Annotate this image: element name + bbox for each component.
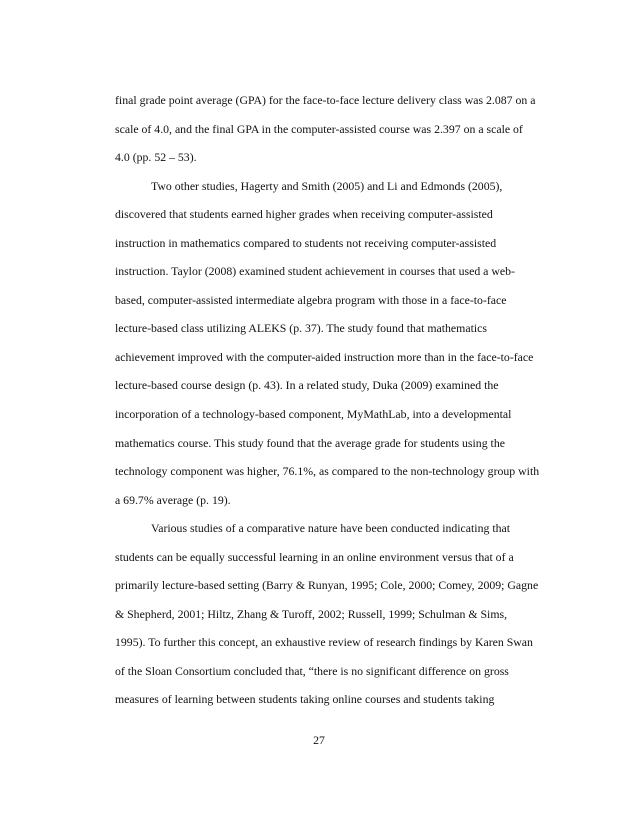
text-line: lecture-based class utilizing ALEKS (p. 37). The study found that mathematics [115, 321, 487, 336]
text-line: technology component was higher, 76.1%, as compared to the non-technology group with [115, 464, 540, 479]
text-line: instruction. Taylor (2008) examined student achievement in courses that used a web- [115, 264, 515, 279]
text-line: based, computer-assisted intermediate algebra program with those in a face-to-face [115, 292, 507, 307]
text-line: primarily lecture-based setting (Barry & Runyan, 1995; Cole, 2000; Comey, 2009; Gagne [115, 578, 539, 593]
text-line: incorporation of a technology-based component, MyMathLab, into a developmental [115, 407, 512, 422]
text-line: discovered that students earned higher grades when receiving computer-assisted [115, 207, 493, 222]
text-line: scale of 4.0, and the final GPA in the computer-assisted course was 2.397 on a scale of [115, 121, 523, 136]
text-line: students can be equally successful learning in an online environment versus that of a [115, 549, 514, 564]
paragraph-start-line: Various studies of a comparative nature have been conducted indicating that [151, 521, 511, 536]
text-line: instruction in mathematics compared to students not receiving computer-assisted [115, 235, 497, 250]
text-line: a 69.7% average (p. 19). [115, 492, 231, 507]
text-line: & Shepherd, 2001; Hiltz, Zhang & Turoff, 2002; Russell, 1999; Schulman & Sims, [115, 606, 508, 621]
text-line: of the Sloan Consortium concluded that, “there is no significant difference on gross [115, 663, 509, 678]
text-line: mathematics course. This study found that the average grade for students using the [115, 435, 505, 450]
text-line: lecture-based course design (p. 43). In a related study, Duka (2009) examined the [115, 378, 499, 393]
body-text [115, 86, 540, 714]
text-line: 1995). To further this concept, an exhaustive review of research findings by Karen Swan [115, 635, 533, 650]
text-line: measures of learning between students taking online courses and students taking [115, 692, 495, 707]
paragraph-start-line: Two other studies, Hagerty and Smith (2005) and Li and Edmonds (2005), [151, 178, 503, 193]
text-line: final grade point average (GPA) for the face-to-face lecture delivery class was 2.087 on a [115, 93, 536, 107]
text-line: achievement improved with the computer-aided instruction more than in the face-to-face [115, 349, 534, 364]
page-number: 27 [313, 733, 325, 747]
text-line: 4.0 (pp. 52 – 53). [115, 150, 197, 165]
